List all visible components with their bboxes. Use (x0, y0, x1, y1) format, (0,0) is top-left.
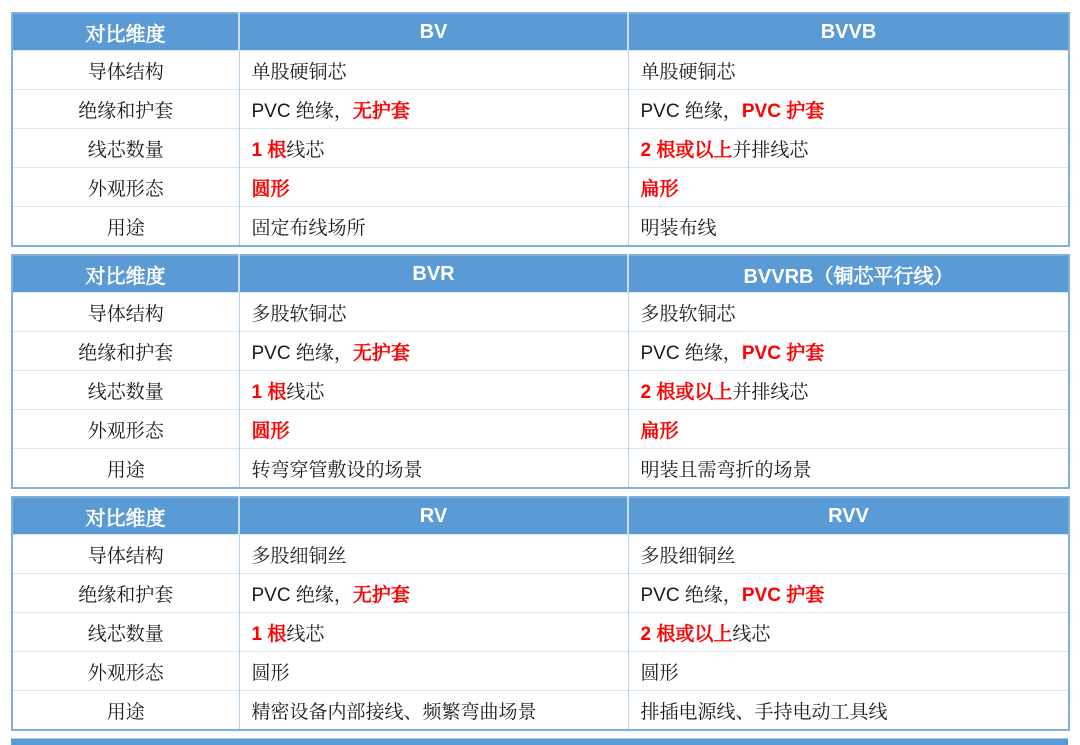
header-cell-dimension: 对比维度 (12, 497, 239, 535)
wire-comparison-table-bvr-bvvrb (11, 254, 1070, 489)
cell-type-b (628, 129, 1069, 168)
header-row (12, 255, 1069, 293)
cell-type-b (628, 574, 1069, 613)
cell-type-a (239, 168, 628, 207)
table-row (12, 90, 1069, 129)
cell-highlight: 无护套 (352, 100, 410, 122)
table-body (12, 535, 1069, 731)
cell-text: PVC 绝缘， (640, 100, 742, 122)
cell-highlight: 无护套 (352, 342, 410, 364)
cell-type-a (239, 691, 628, 731)
table-row (12, 613, 1069, 652)
header-row (12, 13, 1069, 51)
header-cell-dimension: 对比维度 (12, 255, 239, 293)
row-label: 用途 (12, 691, 239, 731)
cell-highlight: 扁形 (640, 178, 679, 200)
cell-highlight: 2 根或以上 (640, 623, 733, 645)
cell-text: PVC 绝缘， (251, 584, 353, 606)
cell-text: 并排线芯 (732, 139, 809, 161)
row-label: 用途 (12, 207, 239, 247)
cell-text: 精密设备内部接线、频繁弯曲场景 (251, 701, 537, 723)
header-cell-type-b: RVV (628, 497, 1069, 535)
cell-type-b (628, 51, 1069, 90)
cell-type-a (239, 574, 628, 613)
cell-type-a (239, 207, 628, 247)
cell-type-a (239, 293, 628, 332)
cell-highlight: 扁形 (640, 420, 679, 442)
cell-text: 多股软铜芯 (251, 303, 347, 325)
row-label: 外观形态 (12, 168, 239, 207)
cell-highlight: 1 根 (251, 139, 287, 161)
header-cell-dimension: 对比维度 (12, 13, 239, 51)
cell-text: 排插电源线、手持电动工具线 (640, 701, 888, 723)
cell-highlight: PVC 护套 (741, 100, 825, 122)
cell-type-b (628, 293, 1069, 332)
row-label: 绝缘和护套 (12, 90, 239, 129)
cell-text: PVC 绝缘， (640, 584, 742, 606)
table-row (12, 574, 1069, 613)
cell-highlight: PVC 护套 (741, 584, 825, 606)
truncated-next-table-top (11, 738, 1068, 745)
table-row (12, 449, 1069, 489)
cell-highlight: PVC 护套 (741, 342, 825, 364)
table-header (12, 497, 1069, 535)
cell-text: 转弯穿管敷设的场景 (251, 459, 423, 481)
cell-highlight: 1 根 (251, 381, 287, 403)
cell-type-b (628, 691, 1069, 731)
cell-highlight: 圆形 (251, 420, 290, 442)
cell-type-a (239, 51, 628, 90)
cell-text: 圆形 (251, 662, 290, 684)
cell-type-b (628, 371, 1069, 410)
cell-text: 线芯 (286, 381, 325, 403)
row-label: 导体结构 (12, 51, 239, 90)
cell-type-b (628, 168, 1069, 207)
cell-text: 线芯 (286, 623, 325, 645)
row-label: 导体结构 (12, 535, 239, 574)
table-row (12, 168, 1069, 207)
header-cell-type-a: BVR (239, 255, 628, 293)
cell-text: 圆形 (640, 662, 679, 684)
cell-text: PVC 绝缘， (640, 342, 742, 364)
row-label: 线芯数量 (12, 371, 239, 410)
cell-type-b (628, 449, 1069, 489)
cell-type-b (628, 535, 1069, 574)
row-label: 线芯数量 (12, 129, 239, 168)
cell-text: 并排线芯 (732, 381, 809, 403)
cell-type-a (239, 410, 628, 449)
table-row (12, 652, 1069, 691)
header-row (12, 497, 1069, 535)
cell-text: PVC 绝缘， (251, 100, 353, 122)
cell-type-b (628, 652, 1069, 691)
cell-text: 多股细铜丝 (640, 545, 736, 567)
cell-type-a (239, 90, 628, 129)
cell-text: 单股硬铜芯 (640, 61, 736, 83)
table-header (12, 255, 1069, 293)
cell-highlight: 2 根或以上 (640, 381, 733, 403)
cell-highlight: 2 根或以上 (640, 139, 733, 161)
cell-highlight: 1 根 (251, 623, 287, 645)
table-body (12, 293, 1069, 489)
table-row (12, 207, 1069, 247)
cell-text: 线芯 (732, 623, 771, 645)
cell-type-b (628, 90, 1069, 129)
cell-type-b (628, 332, 1069, 371)
cell-text: 单股硬铜芯 (251, 61, 347, 83)
header-cell-type-b: BVVRB（铜芯平行线） (628, 255, 1069, 293)
header-cell-type-a: BV (239, 13, 628, 51)
table-row (12, 691, 1069, 731)
table-row (12, 293, 1069, 332)
row-label: 线芯数量 (12, 613, 239, 652)
header-cell-type-b: BVVB (628, 13, 1069, 51)
cell-type-b (628, 613, 1069, 652)
cell-text: 固定布线场所 (251, 217, 366, 239)
wire-comparison-table-bv-bvvb (11, 12, 1070, 247)
cell-type-a (239, 652, 628, 691)
cell-text: 多股软铜芯 (640, 303, 736, 325)
table-header (12, 13, 1069, 51)
cell-highlight: 无护套 (352, 584, 410, 606)
table-row (12, 535, 1069, 574)
row-label: 外观形态 (12, 410, 239, 449)
row-label: 用途 (12, 449, 239, 489)
table-row (12, 129, 1069, 168)
cell-text: 线芯 (286, 139, 325, 161)
cell-type-a (239, 535, 628, 574)
cell-highlight: 圆形 (251, 178, 290, 200)
cell-type-a (239, 371, 628, 410)
row-label: 绝缘和护套 (12, 574, 239, 613)
table-row (12, 51, 1069, 90)
cell-text: 明装布线 (640, 217, 717, 239)
row-label: 绝缘和护套 (12, 332, 239, 371)
row-label: 导体结构 (12, 293, 239, 332)
cell-text: 多股细铜丝 (251, 545, 347, 567)
cell-type-a (239, 613, 628, 652)
row-label: 外观形态 (12, 652, 239, 691)
table-row (12, 371, 1069, 410)
cell-type-a (239, 332, 628, 371)
cell-text: PVC 绝缘， (251, 342, 353, 364)
table-row (12, 332, 1069, 371)
header-cell-type-a: RV (239, 497, 628, 535)
cell-type-a (239, 449, 628, 489)
cell-type-b (628, 207, 1069, 247)
table-body (12, 51, 1069, 247)
cell-type-b (628, 410, 1069, 449)
cell-text: 明装且需弯折的场景 (640, 459, 812, 481)
wire-comparison-table-rv-rvv (11, 496, 1070, 731)
cell-type-a (239, 129, 628, 168)
table-row (12, 410, 1069, 449)
